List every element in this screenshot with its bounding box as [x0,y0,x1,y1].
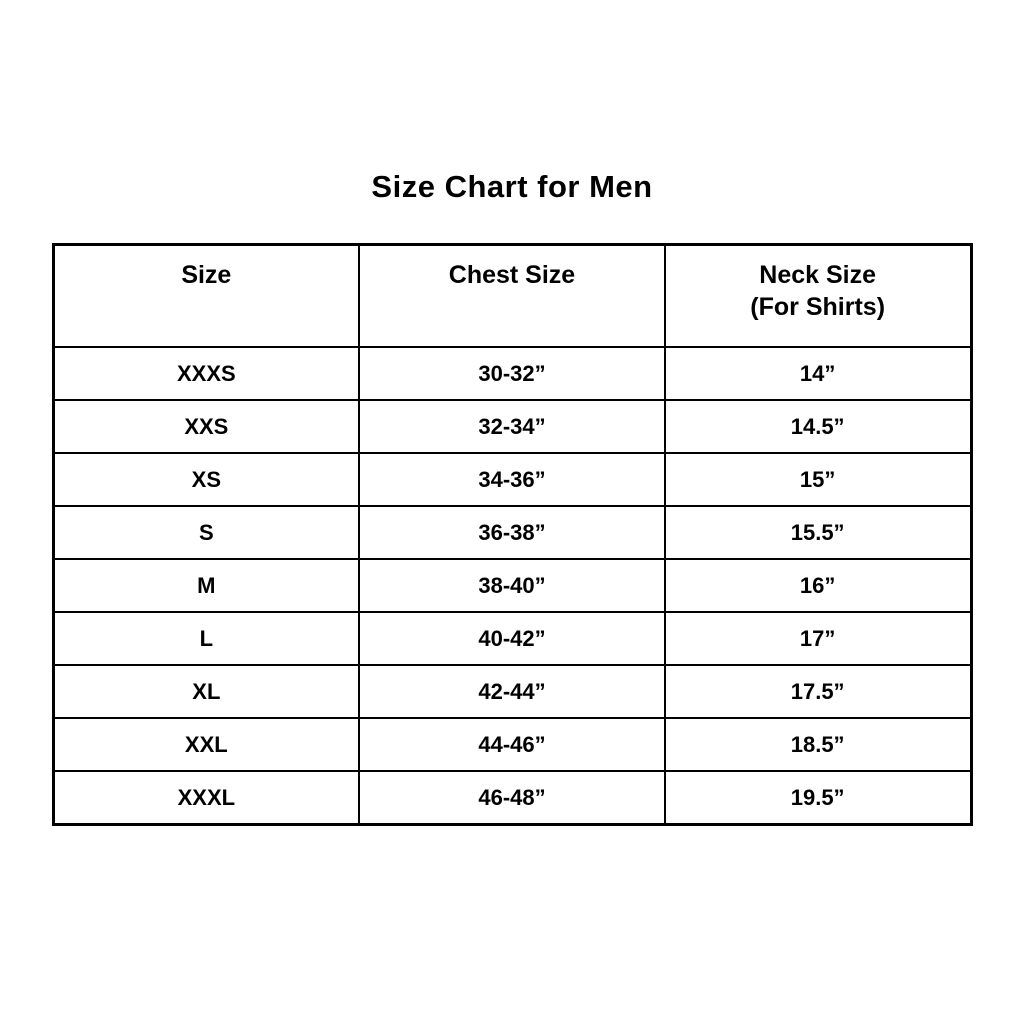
table-row [53,453,971,506]
chest-cell: 36-38” [359,506,665,559]
neck-cell: 14.5” [665,400,971,453]
table-row [53,559,971,612]
table-row [53,612,971,665]
column-header-size-label: Size [181,261,232,289]
chest-cell: 42-44” [359,665,665,718]
chest-cell: 38-40” [359,559,665,612]
neck-cell: 17” [665,612,971,665]
size-cell: L [53,612,359,665]
size-cell: XXXL [53,771,359,825]
size-cell: XXL [53,718,359,771]
neck-cell: 14” [665,347,971,400]
chest-cell: 32-34” [359,400,665,453]
chest-cell: 44-46” [359,718,665,771]
size-cell: XS [53,453,359,506]
table-row [53,506,971,559]
neck-cell: 18.5” [665,718,971,771]
size-cell: XL [53,665,359,718]
neck-cell: 15.5” [665,506,971,559]
neck-cell: 16” [665,559,971,612]
chest-cell: 40-42” [359,612,665,665]
chest-cell: 34-36” [359,453,665,506]
table-row [53,771,971,825]
neck-cell: 17.5” [665,665,971,718]
column-header-chest-size-label: Chest Size [448,261,576,289]
table-row [53,400,971,453]
table-row [53,718,971,771]
column-header-neck-size-sublabel: (For Shirts) [750,293,886,321]
column-header-size [53,245,359,348]
neck-cell: 15” [665,453,971,506]
size-cell: XXXS [53,347,359,400]
neck-cell: 19.5” [665,771,971,825]
page-title: Size Chart for Men [371,169,653,204]
column-header-neck-size [665,245,971,348]
size-cell: M [53,559,359,612]
size-chart-table [52,243,973,826]
table-body [53,347,971,825]
column-header-chest-size [359,245,665,348]
size-cell: XXS [53,400,359,453]
size-cell: S [53,506,359,559]
table-header [53,245,971,348]
column-header-neck-size-label: Neck Size [759,261,877,289]
header-row [53,245,971,348]
chest-cell: 46-48” [359,771,665,825]
table-row [53,347,971,400]
chest-cell: 30-32” [359,347,665,400]
table-row [53,665,971,718]
